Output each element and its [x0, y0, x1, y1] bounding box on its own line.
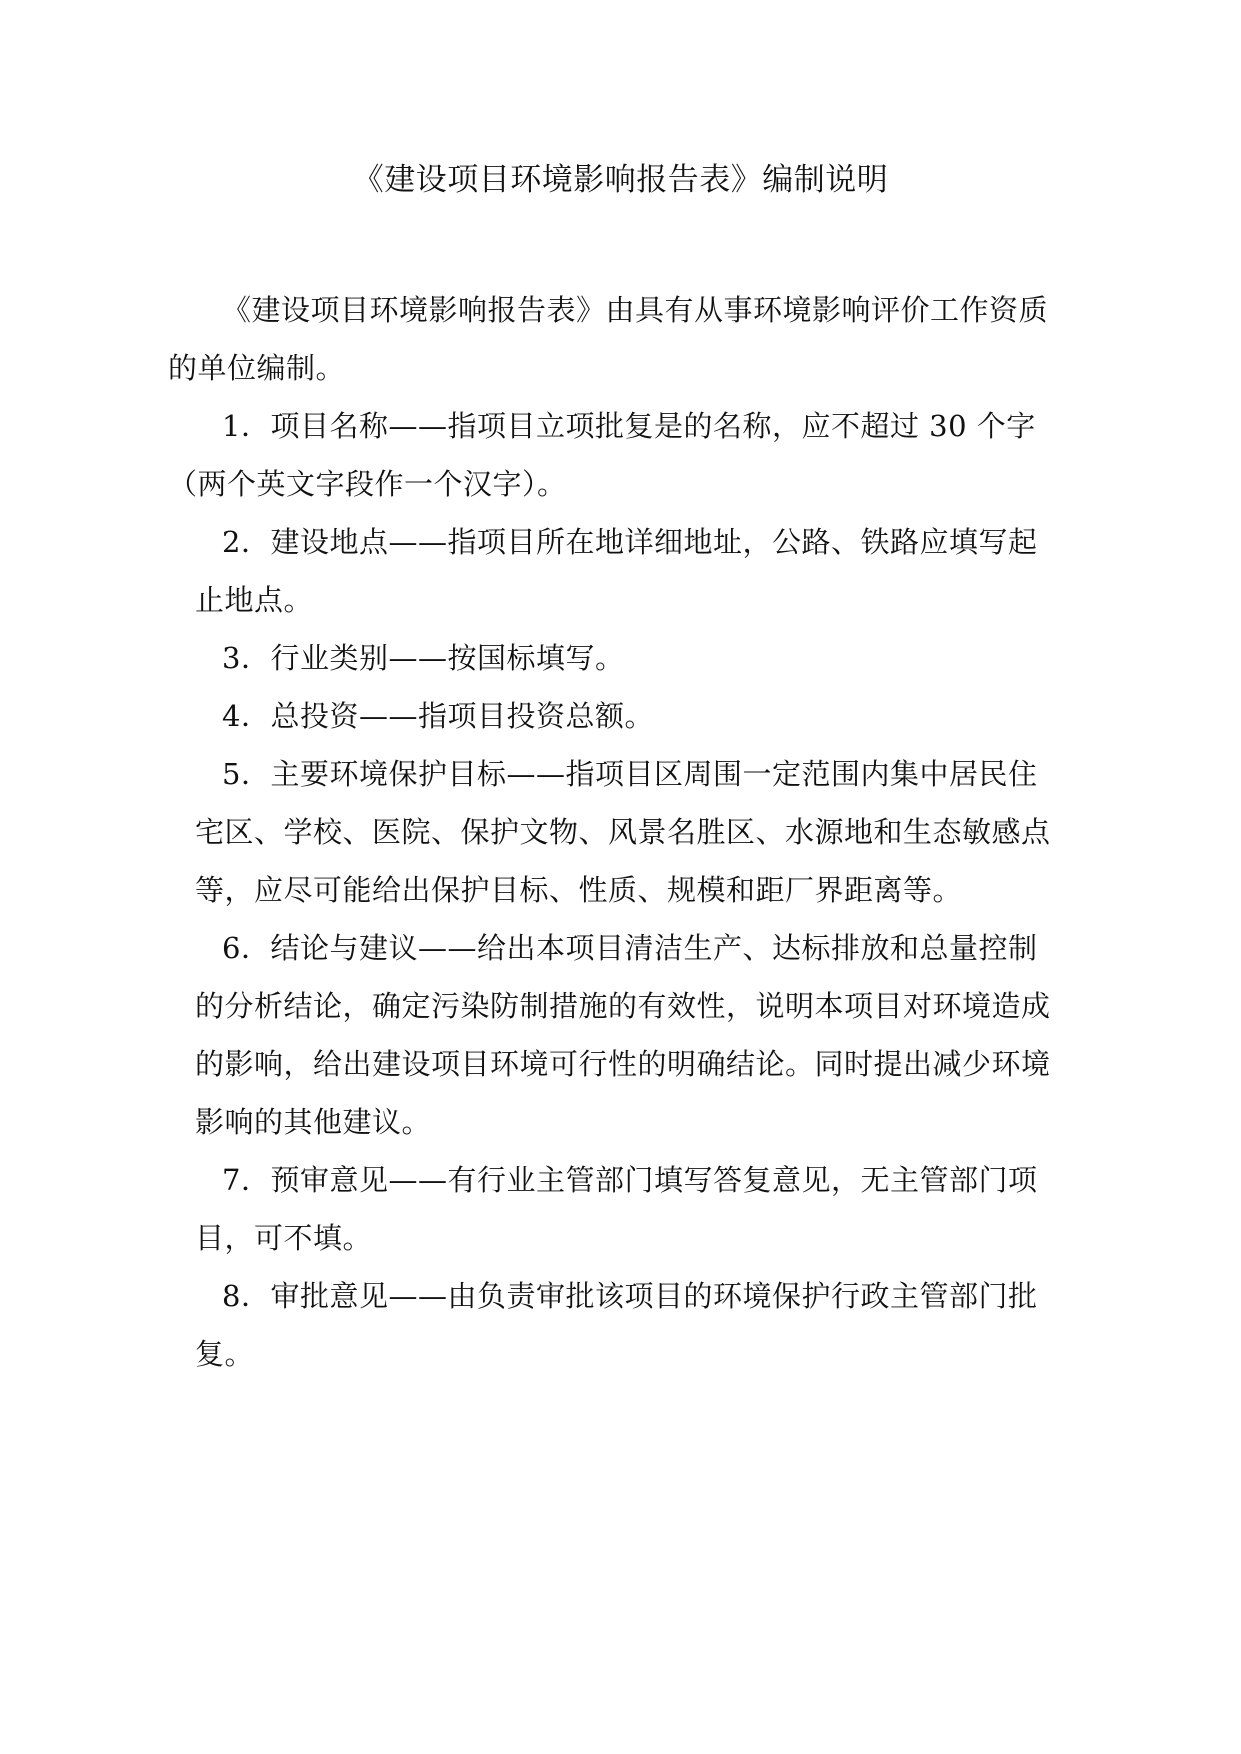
- item-7-line: 7．预审意见——有行业主管部门填写答复意见，无主管部门项: [222, 1163, 1038, 1197]
- intro-line: 《建设项目环境影响报告表》由具有从事环境影响评价工作资质: [222, 293, 1049, 327]
- item-1-line: 1．项目名称——指项目立项批复是的名称，应不超过 30 个字: [222, 409, 1036, 443]
- item-5-line: 5．主要环境保护目标——指项目区周围一定范围内集中居民住: [222, 757, 1038, 791]
- document-title: 《建设项目环境影响报告表》编制说明: [352, 162, 889, 198]
- item-3-line: 3．行业类别——按国标填写。: [222, 641, 625, 675]
- item-5-line: 等，应尽可能给出保护目标、性质、规模和距厂界距离等。: [195, 873, 963, 907]
- item-6-line: 影响的其他建议。: [195, 1105, 432, 1139]
- item-2-line: 止地点。: [195, 583, 314, 617]
- item-5-line: 宅区、学校、医院、保护文物、风景名胜区、水源地和生态敏感点: [195, 815, 1051, 849]
- item-6-line: 的影响，给出建设项目环境可行性的明确结论。同时提出减少环境: [195, 1047, 1051, 1081]
- item-6-line: 6．结论与建议——给出本项目清洁生产、达标排放和总量控制: [222, 931, 1038, 965]
- intro-line: 的单位编制。: [168, 351, 346, 385]
- item-4-line: 4．总投资——指项目投资总额。: [222, 699, 654, 733]
- item-1-line: （两个英文字段作一个汉字）。: [168, 467, 567, 501]
- item-8-line: 8．审批意见——由负责审批该项目的环境保护行政主管部门批: [222, 1279, 1038, 1313]
- item-7-line: 目，可不填。: [195, 1221, 373, 1255]
- item-2-line: 2．建设地点——指项目所在地详细地址，公路、铁路应填写起: [222, 525, 1038, 559]
- item-8-line: 复。: [195, 1337, 255, 1371]
- item-6-line: 的分析结论，确定污染防制措施的有效性，说明本项目对环境造成: [195, 989, 1051, 1023]
